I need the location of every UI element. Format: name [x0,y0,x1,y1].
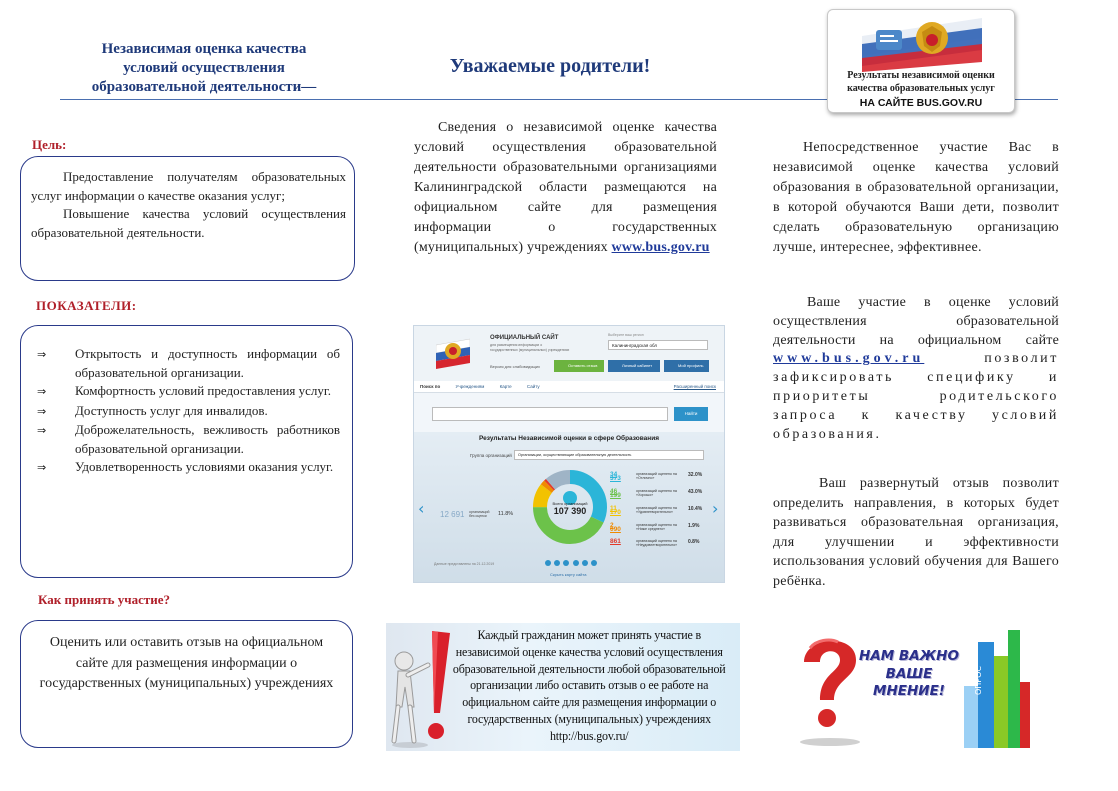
shot-date: Данные представлены на 21.12.2019 [434,562,495,566]
how-label: Как принять участие? [38,592,170,607]
how-text: Оценить или оставить отзыв на официальном сайте для размещения информации о государственных (муниципальных) учреждениях [39,635,334,691]
logo-line1: Результаты независимой оценки [847,70,995,81]
shot-site-title: ОФИЦИАЛЬНЫЙ САЙТ [490,335,559,341]
bus-gov-link[interactable]: www.bus.gov.ru [611,240,710,255]
indicator-item [37,458,340,478]
bus-gov-logo [827,9,1015,113]
shot-unrated-label: организаций без оценки [469,510,490,518]
shot-visual-link: Версия для слабовидящих [490,364,541,369]
opinion-line3: МНЕНИЕ! [873,683,945,699]
indicator-text: Открытость и доступность информации об образовательной организации. [75,346,340,380]
shot-tab: Карте [499,384,512,389]
shot-cabinet-button: Личный кабинет [608,360,660,372]
flag-emblem-icon [862,16,982,72]
slider-dots [545,560,597,566]
arrow-right-icon: ⇒ [37,461,47,474]
arrow-right-icon: ⇒ [37,348,47,361]
indicator-text: Удовлетворенность условиями оказания услуг. [75,459,334,474]
left-title-line3: образовательной деятельности— [91,79,317,95]
opinion-line2: ВАШЕ [885,665,933,682]
shot-result-percent: 10.4% [688,506,703,512]
shot-results-title: Результаты Независимой оценки в сфере Образования [478,435,660,442]
indicator-item [37,402,340,422]
slider-dot [554,560,560,566]
goal-paragraph-2: Повышение качества условий осуществления образовательной деятельности. [31,206,346,240]
slider-dot [573,560,579,566]
shot-extended-search: Расширенный поиск [673,384,716,389]
shot-result-count: 34 373 [610,471,621,482]
exclamation-figure-icon [388,627,454,749]
shot-result-label: организаций оценено на «Хорошо» [636,489,677,497]
how-box [20,620,353,748]
shot-result-label: организаций оценено на «Неудовлетворительно» [636,539,678,547]
shot-region-select: Калининградская обл [608,340,708,350]
banner-text: Каждый гражданин может принять участие в независимой оценке качества условий осуществления образовательной деятельности любой образовательной организации либо оставить отзыв о ее работе на официальном сайте для размещения информации о государственных (муниципальных) учреждениях http://bus.gov.ru/ [452,628,726,743]
slider-left-icon: ‹ [418,499,425,518]
indicator-item [37,421,340,458]
goal-box [20,156,355,281]
shot-tab: Поиск по [420,384,441,389]
slider-dot [591,560,597,566]
arrow-right-icon: ⇒ [37,404,47,418]
shot-review-button: Оставить отзыв [554,360,604,372]
indicator-item [37,345,340,382]
slider-dot [563,560,569,566]
slider-right-icon: › [712,499,719,518]
indicator-item [37,382,340,402]
shot-total-value: 107 390 [553,506,587,516]
indicators-label: ПОКАЗАТЕЛИ: [36,298,137,313]
opinion-text [834,648,984,701]
logo-line3: НА САЙТЕ BUS.GOV.RU [859,97,983,109]
right-paragraph-2-after: позволит зафиксировать специфику и приоритеты родительского запроса к качеству условий образования. [773,351,1059,442]
shot-unrated-percent: 11.8% [498,511,514,517]
goal-paragraph-1: Предоставление получателям образовательных услуг информации о качестве оказания услуг; [31,169,346,203]
shot-total-caption: Всего организаций [552,501,588,506]
shot-tab: Учреждениям [455,384,485,389]
slider-dot [545,560,551,566]
emblem-icon [436,337,470,369]
shot-tab: Сайту [526,384,540,389]
shot-result-count: 2 090 [610,522,621,533]
shot-hide-map: Скрыть карту сайта [550,572,587,577]
shot-search-input [432,407,668,421]
shot-result-percent: 0.8% [688,539,700,545]
indicator-text: Комфортность условий предоставления услуг. [75,383,332,398]
site-screenshot [413,325,725,583]
shot-result-label: организаций оценено на «Отлично» [636,472,677,480]
indicator-text: Доступность услуг для инвалидов. [75,402,268,418]
shot-result-label: организаций оценено на «Удовлетворительно» [636,506,677,514]
right-paragraph-2-before: Ваше участие в оценке условий осуществления образовательной деятельности на официальном сайте [773,295,1059,348]
indicator-text: Доброжелательность, вежливость работников образовательной организации. [75,422,340,456]
shot-find-button: Найти [674,407,708,421]
middle-text-body: Сведения о независимой оценке качества условий осуществления образовательной деятельности образовательными организациями Калининградской области размещаются на официальном сайте для размещения информации о государственных (муниципальных) учреждениях [414,120,717,255]
arrow-right-icon: ⇒ [37,424,47,437]
shot-result-count: 11 170 [610,505,621,516]
poll-side-label: ОПРОС [974,666,983,696]
left-title-line1: Независимая оценка качества [101,41,307,57]
shot-result-percent: 32.0% [688,472,703,478]
shot-result-count: 46 199 [610,488,621,499]
right-paragraph-2 [773,294,1059,444]
shot-result-percent: 43.0% [688,489,703,495]
logo-line2: качества образовательных услуг [847,83,995,94]
middle-text [414,118,717,258]
opinion-poll-image [790,626,1040,750]
shot-unrated-count: 12 691 [440,510,465,519]
shot-result-percent: 1.9% [688,523,700,529]
shot-region-caption: Выберите ваш регион [608,333,644,337]
right-paragraph-1: Непосредственное участие Вас в независимой оценке качества условий образования в образовательной организации, в которой обучаются Ваши дети, позволит сделать образовательную организацию лучше, интереснее, эффективнее. [773,140,1059,255]
slider-dot [582,560,588,566]
bus-gov-link-right[interactable]: www.bus.gov.ru [773,351,925,367]
participation-banner [386,623,740,751]
shot-group-select: Организации, осуществляющие образовательную деятельность [514,450,704,460]
shot-site-subtitle: для размещения информации о государственных (муниципальных) учреждениях [490,343,570,352]
shot-tabs [414,381,724,393]
indicators-box [20,325,353,578]
left-title [58,40,350,97]
shot-group-caption: Группа организаций [470,453,512,458]
left-title-line2: условий осуществления [123,60,285,76]
middle-title: Уважаемые родители! [449,55,651,77]
left-title-line3-text: образовательной деятельности [91,79,302,95]
opinion-line1: НАМ ВАЖНО [859,648,959,664]
shot-result-label: организаций оценено на «Ниже среднего» [636,523,677,531]
right-paragraph-3: Ваш развернутый отзыв позволит определить направления, в которых будет развиваться образовательная организация, для улучшении и эффективности использования условий обучения для Вашего ребёнка. [773,476,1059,589]
shot-profile-button: Мой профиль [664,360,709,372]
arrow-right-icon: ⇒ [37,385,47,398]
goal-label: Цель: [32,137,67,152]
shot-result-count: 861 [610,538,621,545]
shot-total [546,501,594,516]
